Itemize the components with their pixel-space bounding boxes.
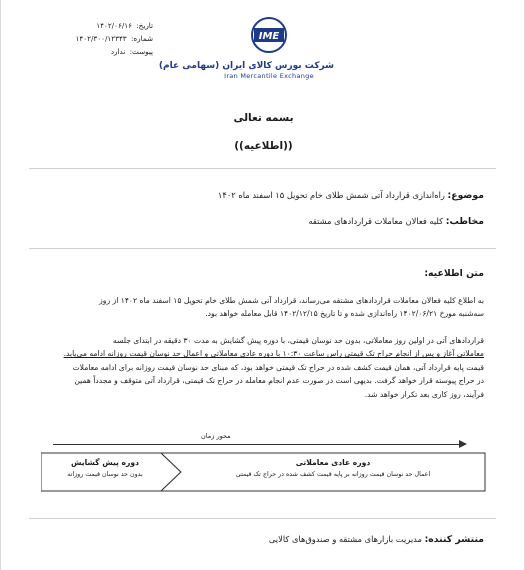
addressee-label: مخاطب: bbox=[445, 216, 484, 227]
normal-phase bbox=[183, 458, 483, 478]
attachment-label: پیوست: bbox=[129, 47, 153, 56]
subject-text: راه‌اندازی قرارداد آتی شمش طلای خام تحویل ۱۵ اسفند ماه ۱۴۰۲ bbox=[217, 190, 445, 200]
company-name-fa: شرکت بورس کالای ایران (سهامی عام) bbox=[158, 61, 334, 71]
paragraph-2-line: فرآیند، روز کاری بعد تکرار خواهد شد. bbox=[364, 389, 484, 399]
paragraph-1 bbox=[41, 294, 484, 321]
attachment-value: ندارد bbox=[110, 47, 126, 56]
subject-line bbox=[218, 190, 484, 201]
preopen-title: دوره پیش گشایش bbox=[70, 458, 140, 467]
logo-mark-text: IME bbox=[258, 31, 280, 42]
time-axis-line bbox=[53, 444, 463, 445]
ime-logo-icon bbox=[242, 16, 296, 54]
paragraph-2 bbox=[41, 334, 484, 401]
publisher-text: مدیریت بازارهای مشتقه و صندوق‌های کالایی bbox=[268, 534, 422, 544]
divider-middle bbox=[29, 248, 496, 249]
arrow-right-icon bbox=[459, 440, 467, 448]
paragraph-2-line: در حراج پیوسته قرار خواهد گرفت. بدیهی است در صورت عدم انجام معامله در حراج تک قیمتی، قرارداد آتی متوقف و مجدداً همین bbox=[74, 376, 484, 386]
number-row bbox=[53, 32, 153, 45]
paragraph-2-line: معاملاتی آغاز و پس از انجام حراج تک قیمتی راس ساعت ۱۰:۳۰ با دوره عادی معاملاتی و اعمال حد نوسان قیمت روزانه ادامه می‌یابد. bbox=[63, 349, 484, 359]
document-meta bbox=[53, 19, 153, 58]
addressee-line bbox=[308, 216, 484, 227]
subject-label: موضوع: bbox=[447, 190, 484, 201]
divider-top bbox=[29, 168, 496, 169]
divider-bottom bbox=[29, 518, 496, 519]
normal-subtitle: اعمال حد نوسان قیمت روزانه بر پایه قیمت کشف شده در حراج تک قیمتی bbox=[235, 471, 431, 478]
company-name-en: Iran Mercantile Exchange bbox=[224, 72, 314, 80]
preopen-subtitle: بدون حد نوسان قیمت روزانه bbox=[67, 471, 143, 478]
number-label: شماره: bbox=[130, 34, 153, 43]
basmala-title: بسمه تعالی bbox=[233, 112, 294, 124]
body-heading: متن اطلاعیه: bbox=[424, 268, 484, 279]
attachment-row bbox=[53, 45, 153, 58]
paragraph-2-line: قیمت پایه قرارداد آتی، همان قیمت کشف شده در حراج تک قیمتی خواهد بود، که مبنای حد نوسان قیمت روزانه برای ادامه معاملات bbox=[72, 362, 484, 372]
paragraph-1-line: به اطلاع کلیه فعالان معاملات قراردادهای مشتقه می‌رساند، قرارداد آتی شمش طلای خام تحویل ۱۵ اسفند ماه ۱۴۰۲ از روز bbox=[99, 296, 484, 305]
publisher-line bbox=[269, 534, 484, 545]
time-axis-label: محور زمان bbox=[201, 432, 231, 440]
paragraph-2-line: قراردادهای آتی در اولین روز معاملاتی، بدون حد نوسان قیمتی، با دوره پیش گشایش به مدت ۳۰ دقیقه در ابتدای جلسه bbox=[112, 336, 484, 345]
notice-title: ((اطلاعیه)) bbox=[234, 140, 293, 152]
number-value: ۱۴۰۲/۳۰۰/۱۲۳۴۳ bbox=[75, 34, 127, 43]
preopen-phase bbox=[45, 458, 165, 478]
normal-title: دوره عادی معاملاتی bbox=[295, 458, 371, 467]
publisher-label: منتشر کننده: bbox=[424, 534, 484, 545]
paragraph-1-line: سه‌شنبه مورخ ۱۴۰۲/۰۶/۲۱ راه‌اندازی شده و تا تاریخ ۱۴۰۲/۱۲/۱۵ قابل معامله خواهد بود. bbox=[205, 309, 484, 319]
date-row bbox=[53, 19, 153, 32]
date-label: تاریخ: bbox=[136, 21, 153, 30]
date-value: ۱۴۰۲/۰۶/۱۶ bbox=[96, 21, 132, 30]
addressee-text: کلیه فعالان معاملات قراردادهای مشتقه bbox=[308, 216, 444, 226]
company-logo bbox=[158, 16, 334, 96]
